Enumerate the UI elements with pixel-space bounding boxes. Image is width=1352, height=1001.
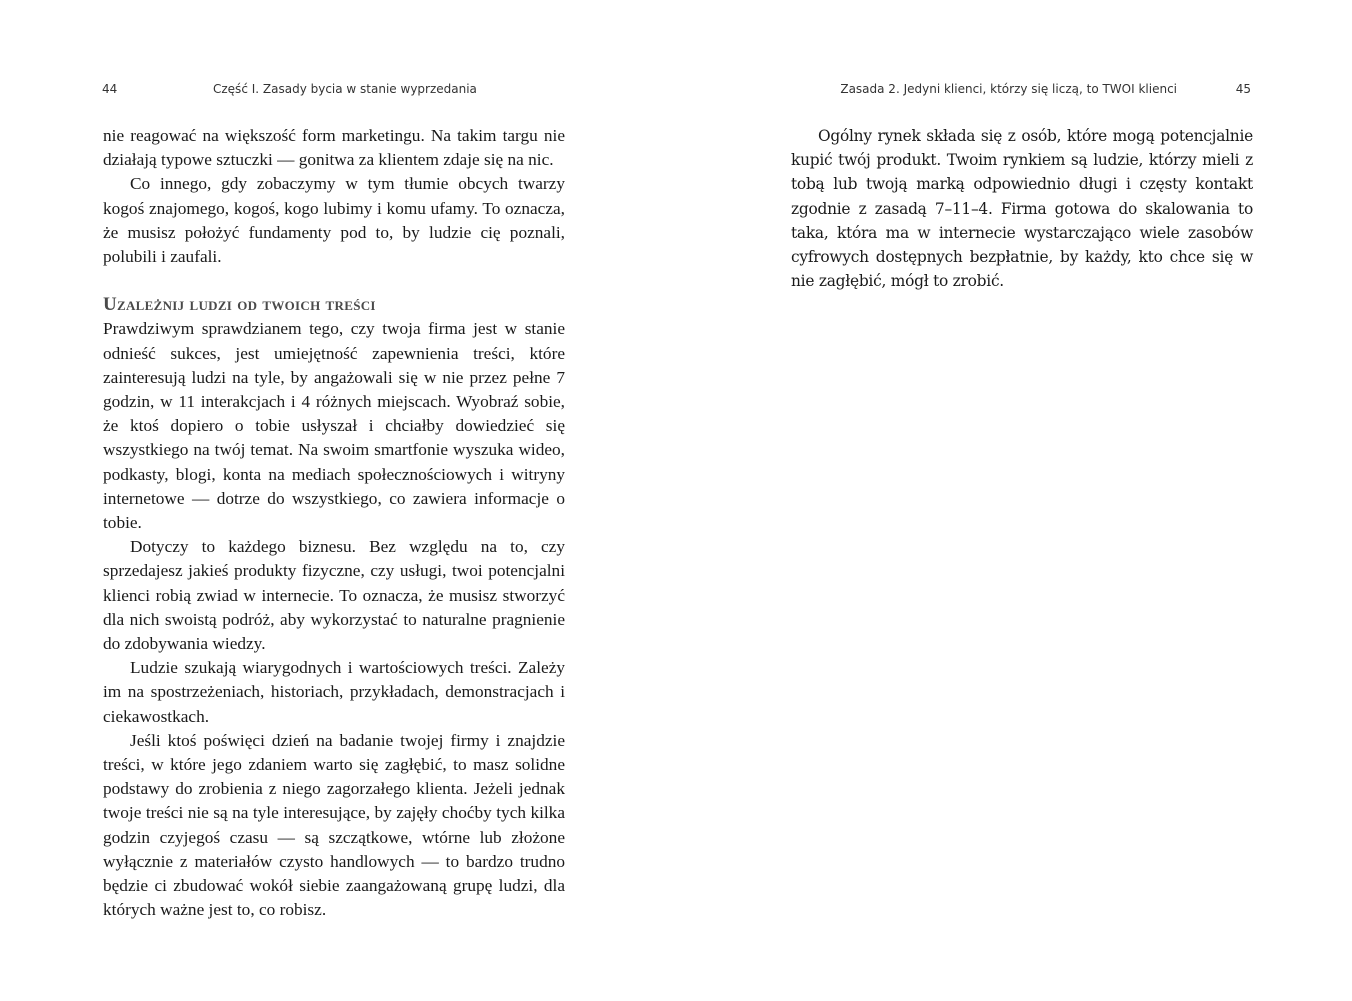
right-body-text [791,124,1253,293]
body-paragraph: Ogólny rynek składa się z osób, które mogą potencjalnie kupić twój produkt. Twoim rynkiem są ludzie, którzy mieli z tobą lub twoją marką odpowiednio długi i częsty kontakt zgodnie z zasadą 7–11–4. Firma gotowa do skalowania to taka, która ma w internecie wystarczająco wiele zasobów cyfrowych dostępnych bezpłatnie, by każdy, kto chce się w nie zagłębić, mógł to zrobić. [791,127,1253,291]
body-paragraph: Co innego, gdy zobaczymy w tym tłumie obcych twarzy kogoś znajomego, kogoś, kogo lubimy i komu ufamy. To oznacza, że musisz położyć fundamenty pod to, by ludzie cię poznali, polubili i zaufali. [103,174,565,267]
left-body-text [103,124,565,923]
left-running-head: Część I. Zasady bycia w stanie wyprzedania [213,82,477,96]
body-paragraph: Ludzie szukają wiarygodnych i wartościowych treści. Zależy im na spostrzeżeniach, historiach, przykładach, demonstracjach i ciekawostkach. [103,658,565,726]
right-running-head: Zasada 2. Jedyni klienci, którzy się liczą, to TWOI klienci [840,82,1177,96]
body-paragraph: Prawdziwym sprawdzianem tego, czy twoja firma jest w stanie odnieść sukces, jest umiejętność zapewnienia treści, które zainteresują ludzi na tyle, by angażowali się w nie przez pełne 7 godzin, w 11 interakcjach i 4 różnych miejscach. Wyobraź sobie, że ktoś dopiero o tobie usłyszał i chciałby dowiedzieć się wszystkiego na twój temat. Na swoim smartfonie wyszuka wideo, podkasty, blogi, konta na mediach społecznościowych i witryny internetowe — dotrze do wszystkiego, co zawiera informacje o tobie. [103,319,565,533]
body-paragraph: Dotyczy to każdego biznesu. Bez względu na to, czy sprzedajesz jakieś produkty fizyczne, czy usługi, twoi potencjalni klienci robią zwiad w internecie. To oznacza, że musisz stworzyć dla nich swoistą podróż, aby wykorzystać to naturalne pragnienie do zdobywania wiedzy. [103,537,565,654]
left-page-number: 44 [102,82,118,96]
body-paragraph: nie reagować na większość form marketingu. Na takim targu nie działają typowe sztuczki — gonitwa za klientem zdaje się na nic. [103,126,565,170]
right-page [676,0,1352,1001]
section-heading: Uzależnij ludzi od twoich treści [103,294,376,316]
right-page-number: 45 [1235,82,1251,96]
body-paragraph: Jeśli ktoś poświęci dzień na badanie twojej firmy i znajdzie treści, w które jego zdaniem warto się zagłębić, to masz solidne podstawy do zrobienia z niego zagorzałego klienta. Jeżeli jednak twoje treści nie są na tyle interesujące, by zajęły choćby tych kilka godzin czyjegoś czasu — są szczątkowe, wtórne lub złożone wyłącznie z materiałów czysto handlowych — to bardzo trudno będzie ci zbudować wokół siebie zaangażowaną grupę ludzi, dla których ważne jest to, co robisz. [103,730,565,920]
